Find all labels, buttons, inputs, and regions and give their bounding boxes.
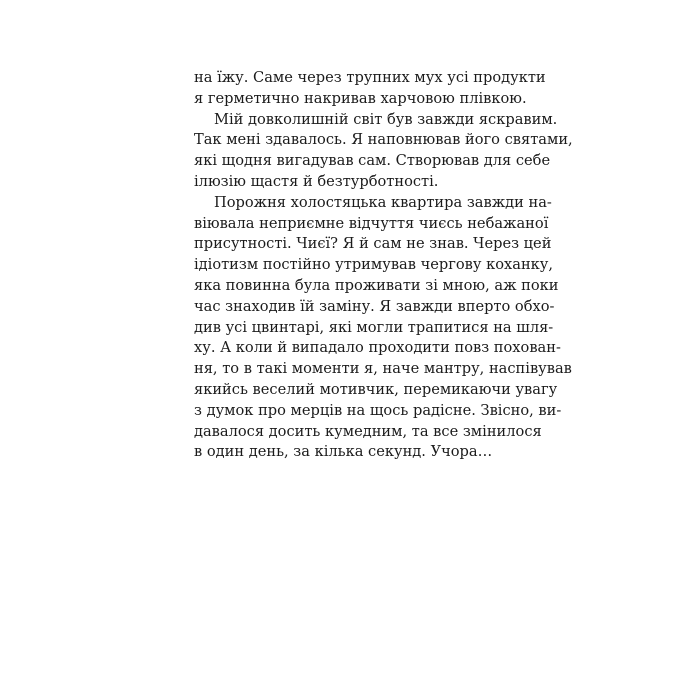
- text-line: ілюзію щастя й безтурботності.: [194, 172, 439, 190]
- text-line: ідіотизм постійно утримував чергову коханку,: [194, 256, 554, 274]
- body-text: [194, 68, 573, 463]
- paragraph-2: [194, 110, 573, 193]
- paragraph-3: [194, 193, 572, 463]
- text-line: яка повинна була проживати зі мною, аж поки: [194, 276, 559, 294]
- text-line: Так мені здавалось. Я наповнював його святами,: [194, 131, 573, 149]
- text-line: час знаходив їй заміну. Я завжди вперто обхо-: [194, 297, 555, 315]
- text-line: ху. А коли й випадало проходити повз похован-: [194, 339, 561, 357]
- text-line: з думок про мерців на щось радісне. Звісно, ви-: [194, 401, 562, 419]
- text-line: я герметично накривав харчовою плівкою.: [194, 89, 527, 107]
- text-line: Мій довколишній світ був завжди яскравим.: [214, 110, 558, 128]
- text-line: на їжу. Саме через трупних мух усі продукти: [194, 69, 546, 86]
- text-line: присутності. Чиєї? Я й сам не знав. Через цей: [194, 235, 552, 253]
- text-line: ня, то в такі моменти я, наче мантру, наспівував: [194, 360, 572, 378]
- text-line: віювала неприємне відчуття чиєсь небажаної: [194, 214, 549, 232]
- text-line: які щодня вигадував сам. Створював для себе: [194, 152, 551, 170]
- text-line: давалося досить кумедним, та все змінилося: [194, 422, 542, 440]
- text-line: якийсь веселий мотивчик, перемикаючи увагу: [194, 380, 558, 398]
- text-line: в один день, за кілька секунд. Учора…: [194, 443, 493, 461]
- text-line: див усі цвинтарі, які могли трапитися на шля-: [194, 318, 554, 336]
- paragraph-1: [194, 68, 546, 110]
- text-line: Порожня холостяцька квартира завжди на-: [214, 193, 552, 211]
